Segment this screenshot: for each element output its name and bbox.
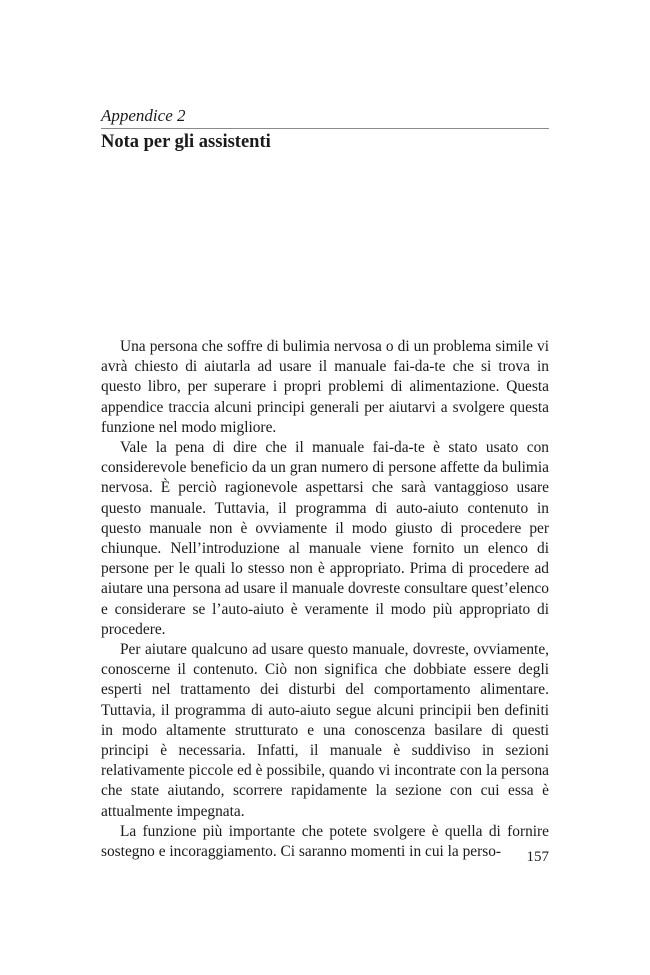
- appendix-label: Appendice 2: [101, 106, 186, 125]
- body-text: [101, 337, 549, 862]
- paragraph-3: Per aiutare qualcuno ad usare questo manuale, dovreste, ovviamente, conoscerne il contenuto. Ciò non significa che dobbiate essere degli esperti nel trattamento dei disturbi del comportamento alimentare. Tuttavia, il programma di auto-aiuto segue alcuni principii ben definiti in modo altamente strutturato e una conoscenza basilare di questi principi è necessaria. Infatti, il manuale è suddiviso in sezioni relativamente piccole ed è possibile, quando vi incontrate con la persona che state aiutando, scorrere rapidamente la sezione con cui essa è attualmente impegnata.: [101, 641, 549, 820]
- page-title: Nota per gli assistenti: [101, 132, 271, 152]
- paragraph-2: Vale la pena di dire che il manuale fai-da-te è stato usato con considerevole beneficio da un gran numero di persone affette da bulimia nervosa. È perciò ragionevole aspettarsi che sarà vantaggioso usare questo manuale. Tuttavia, il programma di auto-aiuto contenuto in questo manuale non è ovviamente il modo giusto di procedere per chiunque. Nell’introduzione al manuale viene fornito un elenco di persone per le quali lo stesso non è appropriato. Prima di procedere ad aiutare una persona ad usare il manuale dovreste consultare quest’elenco e considerare se l’auto-aiuto è veramente il modo più appropriato di procedere.: [101, 439, 549, 638]
- page-number: 157: [526, 849, 549, 865]
- paragraph-4: La funzione più importante che potete svolgere è quella di fornire sostegno e incoraggiamento. Ci saranno momenti in cui la perso-: [101, 822, 549, 861]
- header-rule: [101, 128, 549, 129]
- paragraph-1: Una persona che soffre di bulimia nervosa o di un problema simile vi avrà chiesto di aiutarla ad usare il manuale fai-da-te che si trova in questo libro, per superare i propri problemi di alimentazione. Questa appendice traccia alcuni principi generali per aiutarvi a svolgere questa funzione nel modo migliore.: [101, 338, 549, 436]
